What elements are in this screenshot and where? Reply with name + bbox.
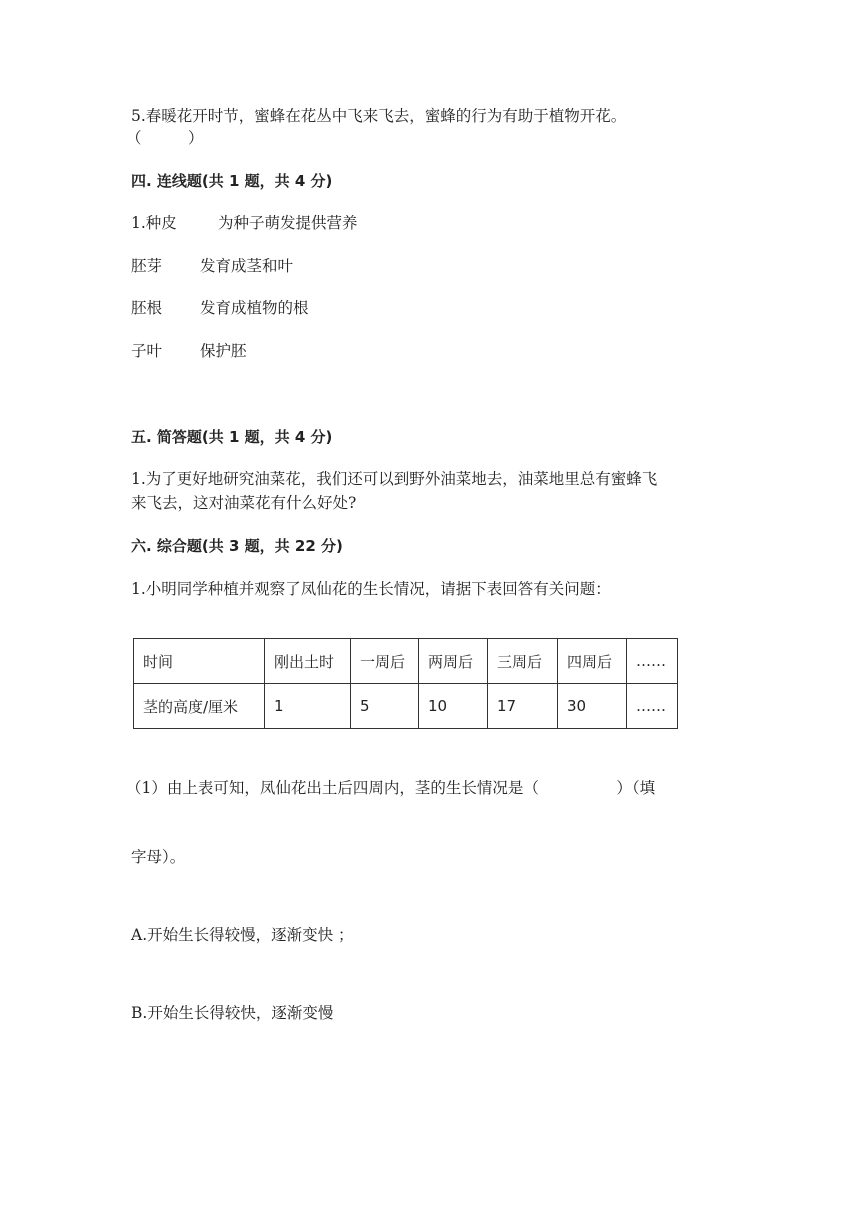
table-header-row bbox=[134, 639, 678, 684]
matching-left-item: 胚根 bbox=[131, 299, 163, 317]
matching-row bbox=[131, 256, 293, 276]
question-5-text: 5.春暖花开时节，蜜蜂在花丛中飞来飞去，蜜蜂的行为有助于植物开花。 bbox=[131, 107, 627, 125]
matching-left-item: 1.种皮 bbox=[131, 214, 177, 232]
table-cell: 17 bbox=[488, 684, 558, 729]
section-5-heading: 五. 简答题(共 1 题，共 4 分) bbox=[131, 428, 333, 446]
matching-right-item: 发育成茎和叶 bbox=[200, 257, 294, 275]
table-cell: 时间 bbox=[134, 639, 265, 684]
table-cell: 30 bbox=[558, 684, 627, 729]
section-5-question-line-2: 来飞去，这对油菜花有什么好处? bbox=[131, 494, 357, 512]
table-cell: …… bbox=[627, 684, 678, 729]
matching-left-item: 胚芽 bbox=[131, 257, 163, 275]
matching-row bbox=[131, 341, 247, 361]
table-cell: 三周后 bbox=[488, 639, 558, 684]
answer-blank: （ ） bbox=[126, 129, 204, 147]
option-a: A.开始生长得较慢，逐渐变快 ； bbox=[131, 926, 354, 944]
table-cell: 一周后 bbox=[351, 639, 419, 684]
table-cell: 茎的高度/厘米 bbox=[134, 684, 265, 729]
matching-row bbox=[131, 213, 358, 233]
table-cell: 10 bbox=[419, 684, 488, 729]
section-6-question-1: 1.小明同学种植并观察了凤仙花的生长情况，请据下表回答有关问题： bbox=[131, 580, 611, 598]
section-4-heading: 四. 连线题(共 1 题，共 4 分) bbox=[131, 172, 333, 190]
table-cell: 5 bbox=[351, 684, 419, 729]
section-6-heading: 六. 综合题(共 3 题，共 22 分) bbox=[131, 537, 343, 555]
matching-right-item: 为种子萌发提供营养 bbox=[218, 214, 358, 232]
sub-question-1-line-1: （1）由上表可知，凤仙花出土后四周内，茎的生长情况是（ ）（填 bbox=[126, 779, 656, 797]
section-5-question-line-1: 1.为了更好地研究油菜花，我们还可以到野外油菜地去，油菜地里总有蜜蜂飞 bbox=[131, 470, 658, 488]
option-b: B.开始生长得较快，逐渐变慢 bbox=[131, 1004, 334, 1022]
matching-left-item: 子叶 bbox=[131, 342, 163, 360]
matching-right-item: 发育成植物的根 bbox=[200, 299, 309, 317]
table-cell: 1 bbox=[265, 684, 351, 729]
growth-table bbox=[133, 638, 678, 729]
matching-row bbox=[131, 298, 309, 318]
table-row bbox=[134, 684, 678, 729]
sub-question-1-line-2: 字母）。 bbox=[131, 848, 186, 866]
table-cell: 两周后 bbox=[419, 639, 488, 684]
table-cell: …… bbox=[627, 639, 678, 684]
table-cell: 刚出土时 bbox=[265, 639, 351, 684]
matching-right-item: 保护胚 bbox=[200, 342, 247, 360]
table-cell: 四周后 bbox=[558, 639, 627, 684]
